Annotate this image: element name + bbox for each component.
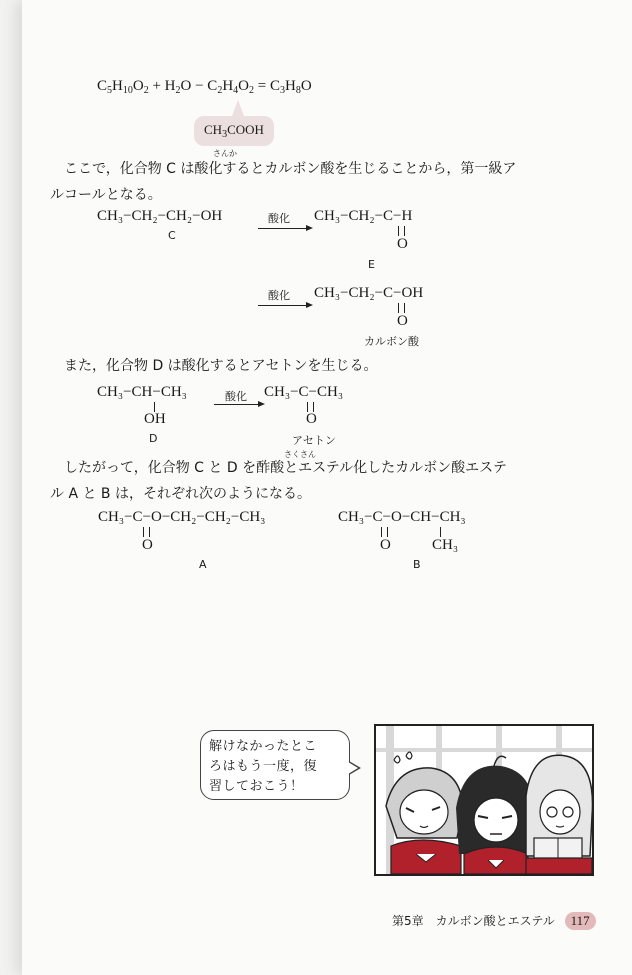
reaction3-oh: OH <box>144 411 166 427</box>
reaction1-product-o: O <box>397 236 408 252</box>
reaction1-reactant-label: C <box>168 229 176 242</box>
ester-b-o: O <box>380 537 391 553</box>
ester-a-label: A <box>199 558 207 571</box>
reaction1-arrow-label: 酸化 <box>268 212 290 225</box>
reaction3-reactant: CH₃−CH−CH₃ <box>97 384 187 400</box>
reaction3-reactant-label: D <box>149 432 158 445</box>
reaction1-arrow <box>258 228 308 229</box>
bubble-pointer <box>232 100 244 116</box>
reaction3-arrowhead <box>258 401 265 407</box>
ester-b-branch: CH₃ <box>432 537 459 553</box>
reaction3-arrow-label: 酸化 <box>225 390 247 403</box>
acetic-acid-bubble: $CH_3COOH$ <box>194 116 274 146</box>
page-footer <box>392 912 596 930</box>
ester-a-formula: CH₃−C−O−CH₂−CH₂−CH₃ <box>98 509 266 525</box>
ester-b-double-bond <box>381 527 388 537</box>
reaction1-arrowhead <box>306 225 313 231</box>
page-number: 117 <box>565 912 596 930</box>
ester-b-label: B <box>413 558 421 571</box>
reaction3-arrow <box>214 404 260 405</box>
manga-characters-image <box>376 726 592 874</box>
reaction2-product: CH₃−CH₂−C−OH <box>314 285 424 301</box>
book-page <box>22 0 632 975</box>
equation: $C_5H_{10}O_2 + H_2O - C_2H_4O_2 = C_3H_8O$ <box>97 78 312 96</box>
reaction1-product-label: E <box>368 258 375 271</box>
ester-b-formula: CH₃−C−O−CH−CH₃ <box>338 509 466 525</box>
chapter-title: 第5章 カルボン酸とエステル <box>392 914 555 928</box>
reaction2-arrow <box>258 305 308 306</box>
reaction3-product-label: アセトン <box>292 434 336 447</box>
ester-b-branch-bond <box>440 527 441 537</box>
ruby-sakusan: さくさん <box>284 450 316 459</box>
reaction1-reactant: CH₃−CH₂−CH₂−OH <box>97 208 223 224</box>
paragraph-1: ここで，化合物 C は酸化するとカルボン酸を生じることから，第一級ア ルコールとなる。 <box>50 161 517 203</box>
ruby-sanka: さんか <box>213 149 237 158</box>
paragraph-3: したがって，化合物 C と D を酢酸とエステル化したカルボン酸エステ ル A と B は，それぞれ次のようになる。 <box>50 460 507 502</box>
reaction2-double-bond <box>398 303 405 313</box>
reaction1-double-bond <box>398 226 405 236</box>
reaction3-product-o: O <box>306 411 317 427</box>
paragraph-2: また，化合物 D は酸化するとアセトンを生じる。 <box>64 358 378 374</box>
reaction2-arrowhead <box>306 302 313 308</box>
reaction3-product: CH₃−C−CH₃ <box>264 384 344 400</box>
ester-a-double-bond <box>143 527 150 537</box>
reaction1-product: CH₃−CH₂−C−H <box>314 208 413 224</box>
reaction2-product-o: O <box>397 313 408 329</box>
reaction2-arrow-label: 酸化 <box>268 289 290 302</box>
reaction2-product-label: カルボン酸 <box>364 335 419 348</box>
manga-illustration <box>374 724 594 876</box>
speech-bubble: 解けなかったとこ ろはもう一度，復 習しておこう！ <box>200 730 350 800</box>
ester-a-o: O <box>142 537 153 553</box>
